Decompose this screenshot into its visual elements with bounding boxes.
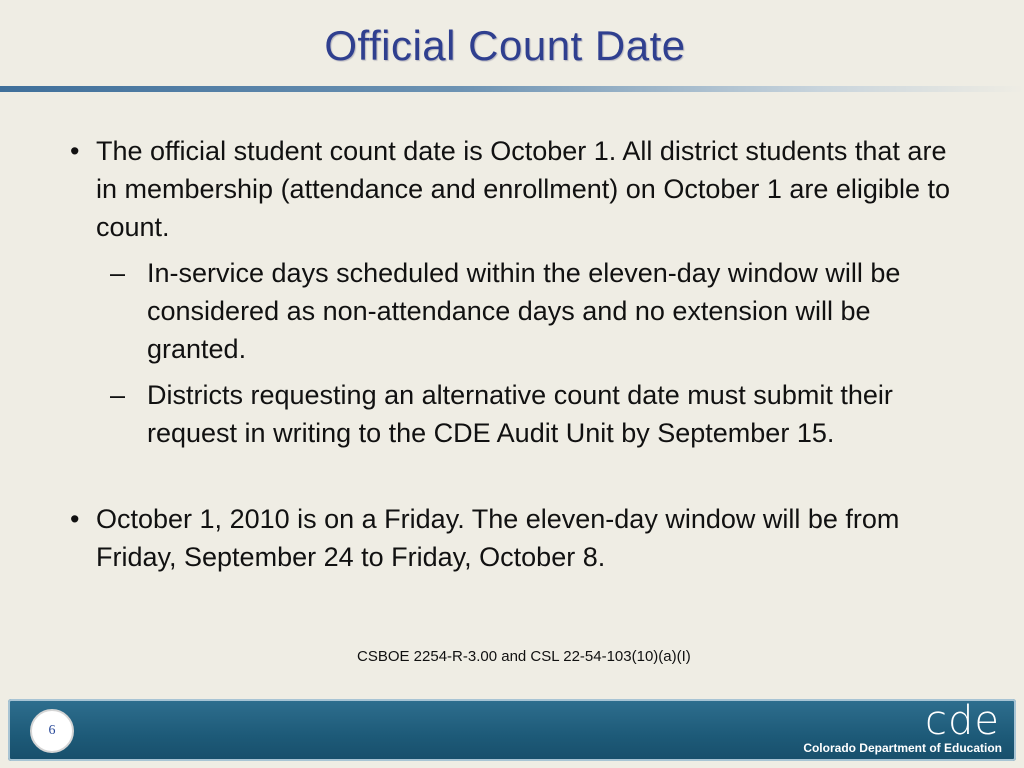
slide-title: Official Count Date: [324, 22, 686, 69]
bullet-marker: •: [70, 136, 80, 166]
slide-body: [70, 132, 970, 576]
dash-marker: –: [110, 380, 126, 410]
sub-bullet-text: In-service days scheduled within the eleven-day window will be considered as non-attendance days and no extension will be granted.: [147, 258, 901, 364]
organization-name: Colorado Department of Education: [803, 741, 1002, 755]
page-number: 6: [30, 709, 74, 753]
bullet-item: [70, 132, 970, 246]
sub-bullet-text: Districts requesting an alternative count date must submit their request in writing to the CDE Audit Unit by September 15.: [147, 380, 893, 448]
sub-bullet-item: [70, 376, 970, 452]
cde-logo: cde: [925, 698, 1000, 744]
title-divider: [0, 86, 1024, 92]
footer-bar: [8, 699, 1016, 761]
dash-marker: –: [110, 258, 126, 288]
citation: CSBOE 2254-R-3.00 and CSL 22-54-103(10)(a)(I): [357, 648, 691, 665]
bullet-item: [70, 500, 970, 576]
sub-bullet-item: [70, 254, 970, 368]
bullet-text: The official student count date is October 1. All district students that are in membership (attendance and enrollment) on October 1 are eligible to count.: [96, 136, 950, 242]
bullet-text: October 1, 2010 is on a Friday. The eleven-day window will be from Friday, September 24 to Friday, October 8.: [96, 504, 900, 572]
bullet-marker: •: [70, 504, 80, 534]
